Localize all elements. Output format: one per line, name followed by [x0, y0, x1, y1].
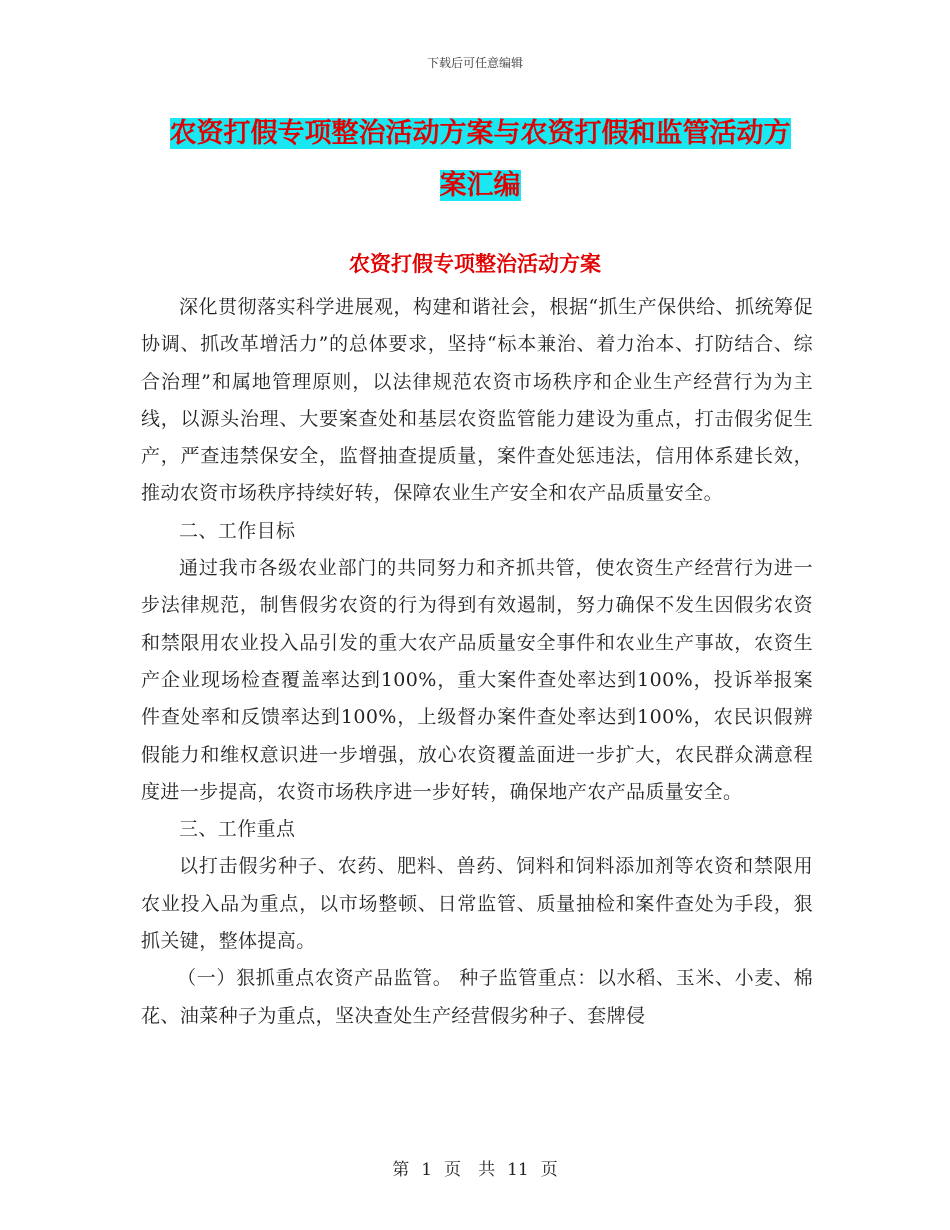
footer-prefix: 第 [392, 1160, 410, 1180]
document-body [141, 289, 813, 1035]
paragraph-work-focus: 以打击假劣种子、农药、肥料、兽药、饲料和饲料添加剂等农资和禁限用农业投入品为重点，以市场整顿、日常监管、质量抽检和案件查处为手段，狠抓关键，整体提高。 [141, 855, 813, 953]
document-title-line1: 农资打假专项整治活动方案与农资打假和监管活动方 [169, 118, 791, 149]
paragraph-intro: 深化贯彻落实科学进展观，构建和谐社会，根据“抓生产保供给、抓统筹促协调、抓改革增活力”的总体要求，坚持“标本兼治、着力治本、打防结合、综合治理”和属地管理原则，以法律规范农资市场秩序和企业生产经营行为为主线，以源头治理、大要案查处和基层农资监管能力建设为重点，打击假劣促生产，严查违禁保安全，监督抽查提质量，案件查处惩违法，信用体系建长效，推动农资市场秩序持续好转，保障农业生产安全和农产品质量安全。 [141, 296, 813, 505]
footer-middle: 页 共 [444, 1160, 496, 1180]
document-title-line2: 案汇编 [439, 170, 521, 201]
heading-work-goals: 二、工作目标 [179, 519, 296, 542]
section-title: 农资打假专项整治活动方案 [349, 251, 601, 276]
paragraph-key-products: （一）狠抓重点农资产品监管。 种子监管重点：以水稻、玉米、小麦、棉花、油菜种子为重点，坚决查处生产经营假劣种子、套牌侵 [141, 967, 813, 1027]
page-footer [0, 1155, 950, 1180]
paragraph-work-goals: 通过我市各级农业部门的共同努力和齐抓共管，使农资生产经营行为进一步法律规范，制售假劣农资的行为得到有效遏制，努力确保不发生因假劣农资和禁限用农业投入品引发的重大农产品质量安全事件和农业生产事故，农资生产企业现场检查覆盖率达到100%，重大案件查处率达到100%，投诉举报案件查处率和反馈率达到100%，上级督办案件查处率达到100%，农民识假辨假能力和维权意识进一步增强，放心农资覆盖面进一步扩大，农民群众满意程度进一步提高，农资市场秩序进一步好转，确保地产农产品质量安全。 [141, 557, 813, 803]
footer-page-number: 1 [421, 1160, 433, 1180]
heading-work-focus: 三、工作重点 [179, 818, 296, 841]
document-title [140, 108, 820, 212]
header-note: 下载后可任意编辑 [426, 56, 523, 70]
footer-suffix: 页 [540, 1160, 558, 1180]
footer-total-pages: 11 [507, 1160, 529, 1180]
